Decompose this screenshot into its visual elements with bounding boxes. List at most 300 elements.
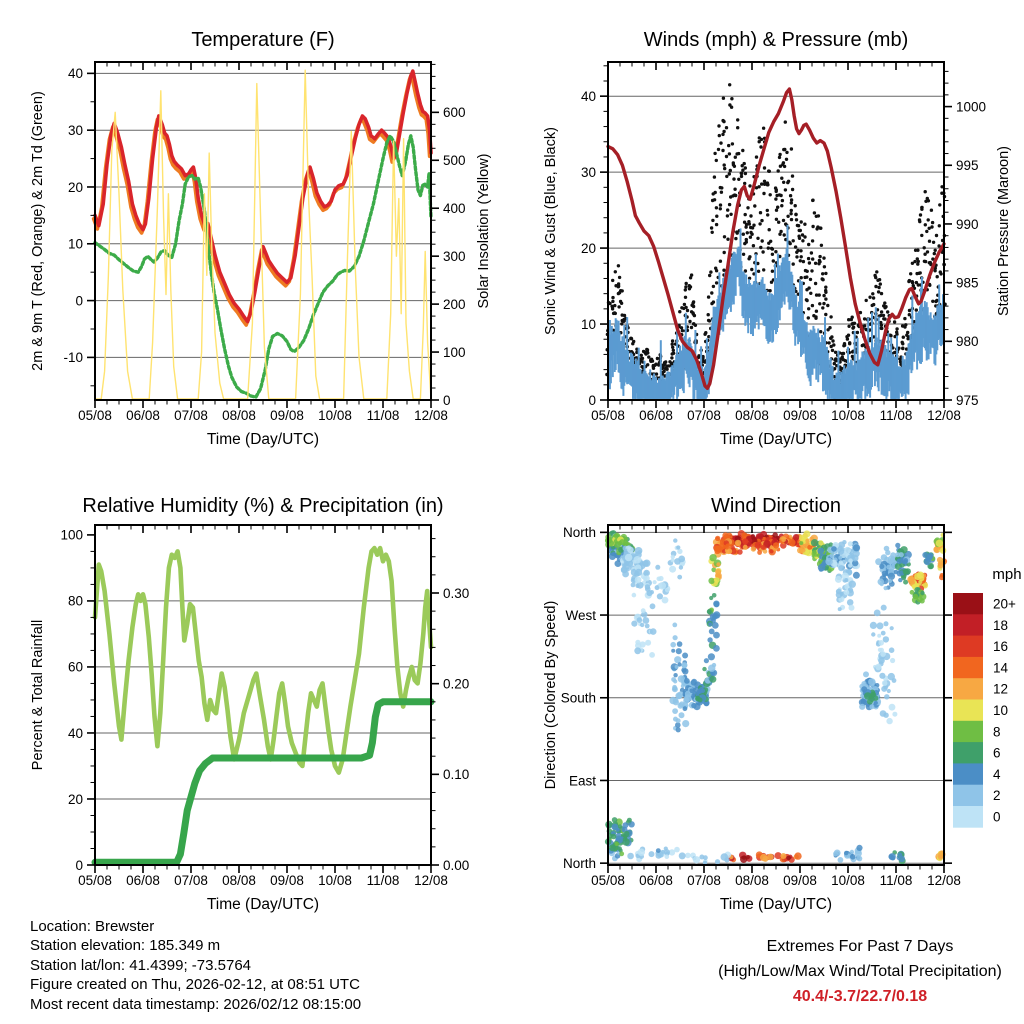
wind-dir-dot <box>650 603 656 609</box>
gust-dot <box>690 273 693 276</box>
gust-dot <box>655 372 658 375</box>
wind-dir-dot <box>888 579 892 583</box>
gust-dot <box>848 342 851 345</box>
wind-dir-dot <box>644 575 650 581</box>
gust-dot <box>931 221 934 224</box>
x-tick-label: 10/08 <box>318 873 352 888</box>
gust-dot <box>712 285 715 288</box>
wind-dir-dot <box>850 854 856 860</box>
gust-dot <box>717 148 720 151</box>
wind-dir-dot <box>898 578 902 582</box>
gust-dot <box>930 225 933 228</box>
gust-dot <box>868 296 871 299</box>
y-tick-label: -10 <box>63 350 83 366</box>
wind-dir-dot <box>622 822 628 828</box>
gust-dot <box>647 355 650 358</box>
gust-dot <box>759 145 762 148</box>
wind-dir-dot <box>682 720 689 727</box>
gust-dot <box>930 209 933 212</box>
gust-dot <box>720 186 723 189</box>
gust-dot <box>722 97 725 100</box>
gust-dot <box>810 251 813 254</box>
gust-dot <box>775 218 778 221</box>
wind-dir-dot <box>665 854 670 859</box>
wind-dir-dot <box>884 621 889 626</box>
gust-dot <box>879 282 882 285</box>
gust-dot <box>723 251 726 254</box>
gust-dot <box>718 134 721 137</box>
gust-dot <box>785 151 788 154</box>
gust-dot <box>865 299 868 302</box>
gust-dot <box>783 165 786 168</box>
gust-dot <box>777 221 780 224</box>
wind-dir-dot <box>669 566 676 573</box>
wind-dir-dot <box>874 701 878 705</box>
gust-dot <box>931 300 934 303</box>
gust-dot <box>783 233 786 236</box>
gust-dot <box>913 260 916 263</box>
wind-dir-dot <box>879 564 884 569</box>
gust-dot <box>728 172 731 175</box>
gust-dot <box>824 289 827 292</box>
y-tick-label: 980 <box>956 334 979 350</box>
wind-dir-dot <box>831 546 837 552</box>
gust-dot <box>935 234 938 237</box>
gust-dot <box>821 306 824 309</box>
wind-dir-dot <box>878 579 885 586</box>
gust-dot <box>882 317 885 320</box>
gust-dot <box>747 220 750 223</box>
gust-dot <box>646 349 649 352</box>
gust-dot <box>924 260 927 263</box>
gust-dot <box>685 282 688 285</box>
y-tick-label: 0 <box>443 392 451 408</box>
gust-dot <box>832 343 835 346</box>
wind-dir-dot <box>817 548 824 555</box>
wind-dir-dot <box>634 647 641 654</box>
gust-dot <box>766 213 769 216</box>
wind-dir-dot <box>682 662 688 668</box>
x-tick-label: 05/08 <box>78 873 112 888</box>
gust-dot <box>749 214 752 217</box>
gust-dot <box>707 295 710 298</box>
wind-dir-dot <box>627 853 634 860</box>
gust-dot <box>884 305 887 308</box>
gust-dot <box>824 272 827 275</box>
gust-dot <box>934 249 937 252</box>
x-tick-label: 08/08 <box>222 408 256 423</box>
wind-dir-dot <box>625 554 633 562</box>
wind-dir-dot <box>673 538 677 542</box>
gust-dot <box>818 302 821 305</box>
gust-dot <box>901 342 904 345</box>
gust-dot <box>715 215 718 218</box>
gust-dot <box>762 127 765 130</box>
gust-dot <box>925 230 928 233</box>
gust-dot <box>766 183 769 186</box>
x-tick-label: 12/08 <box>414 873 448 888</box>
wind-dir-dot <box>861 681 866 686</box>
wind-dir-dot <box>631 583 636 588</box>
gust-dot <box>796 249 799 252</box>
wind-dir-dot <box>656 848 661 853</box>
gust-dot <box>672 352 675 355</box>
gust-dot <box>915 308 918 311</box>
gust-dot <box>733 165 736 168</box>
wind-dir-dot <box>635 569 642 576</box>
wind-dir-dot <box>677 575 682 580</box>
wind-dir-dot <box>674 847 680 853</box>
gust-dot <box>800 255 803 258</box>
gust-dot <box>818 260 821 263</box>
wind-dir-dot <box>890 552 896 558</box>
wind-dir-dot <box>853 572 860 579</box>
y-tick-label: 1000 <box>956 99 987 115</box>
pressure-line <box>608 89 944 388</box>
wind-dir-dot <box>649 851 655 857</box>
gust-dot <box>874 276 877 279</box>
humidity-line <box>95 548 431 773</box>
gust-dot <box>763 166 766 169</box>
gust-dot <box>786 215 789 218</box>
wind-dir-dot <box>903 580 908 585</box>
gust-dot <box>926 250 929 253</box>
wind-dir-dot <box>683 706 688 711</box>
gust-dot <box>824 286 827 289</box>
wind-dir-dot <box>879 673 885 679</box>
y-tick-label: 995 <box>956 158 979 174</box>
wind-dir-dot <box>684 678 690 684</box>
wind-dir-dot <box>864 692 872 700</box>
x-tick-label: 11/08 <box>366 408 400 423</box>
wind-dir-dot <box>624 831 630 837</box>
gust-dot <box>826 328 829 331</box>
wind-dir-dot <box>727 549 732 554</box>
x-tick-label: 06/08 <box>126 408 160 423</box>
y-tick-label: 985 <box>956 275 979 291</box>
gust-dot <box>737 152 740 155</box>
gust-dot <box>671 343 674 346</box>
wind-dir-dot <box>735 540 741 546</box>
gust-dot <box>631 342 634 345</box>
wind-dir-dot <box>884 694 889 699</box>
wind-dir-dot <box>672 686 678 692</box>
gust-dot <box>801 239 804 242</box>
wind-dir-dot <box>709 596 713 600</box>
gust-dot <box>935 299 938 302</box>
wind-dir-dot <box>938 560 943 565</box>
wind-dir-dot <box>655 565 660 570</box>
x-tick-label: 07/08 <box>687 873 721 888</box>
gust-dot <box>916 249 919 252</box>
gust-dot <box>745 238 748 241</box>
wind-dir-dot <box>674 656 681 663</box>
gust-dot <box>841 355 844 358</box>
wind-dir-dot <box>897 559 903 565</box>
gust-dot <box>895 327 898 330</box>
gust-dot <box>813 211 816 214</box>
gust-dot <box>721 149 724 152</box>
gust-dot <box>811 257 814 260</box>
temperature-chart <box>0 0 512 474</box>
wind-dir-dot <box>671 555 675 559</box>
wind-dir-dot <box>715 859 720 864</box>
gust-dot <box>728 83 731 86</box>
gust-dot <box>743 182 746 185</box>
wind-dir-dot <box>679 852 686 859</box>
gust-dot <box>826 304 829 307</box>
gust-dot <box>774 197 777 200</box>
wind-dir-dot <box>645 624 650 629</box>
gust-dot <box>722 120 725 123</box>
gust-dot <box>807 307 810 310</box>
gust-dot <box>780 177 783 180</box>
wind-dir-dot <box>794 852 801 859</box>
wind-dir-dot <box>833 562 838 567</box>
wind-dir-dot <box>825 558 832 565</box>
gust-dot <box>789 212 792 215</box>
gust-dot <box>846 337 849 340</box>
gust-dot <box>611 279 614 282</box>
wind-dir-dot <box>874 610 881 617</box>
gust-dot <box>618 276 621 279</box>
gust-dot <box>803 276 806 279</box>
chart-title: Relative Humidity (%) & Precipitation (in) <box>82 495 444 517</box>
wind-dir-dot <box>838 542 845 549</box>
colorbar-label: 14 <box>993 660 1009 676</box>
gust-dot <box>684 285 687 288</box>
gust-dot <box>886 310 889 313</box>
gust-dot <box>880 324 883 327</box>
wind-dir-dot <box>685 853 691 859</box>
y-axis-title-left: Direction (Colored By Speed) <box>543 600 559 790</box>
gust-dot <box>927 218 930 221</box>
gust-dot <box>880 310 883 313</box>
gust-dot <box>769 240 772 243</box>
wind-dir-dot <box>780 853 786 859</box>
wind-dir-dot <box>670 642 676 648</box>
gust-dot <box>617 264 620 267</box>
wind-dir-dot <box>672 708 678 714</box>
gust-dot <box>757 185 760 188</box>
wind-dir-dot <box>870 622 877 629</box>
gust-dot <box>777 169 780 172</box>
gust-dot <box>874 285 877 288</box>
colorbar-swatch <box>953 614 983 636</box>
gust-dot <box>807 243 810 246</box>
chart-title: Wind Direction <box>710 495 842 517</box>
gust-dot <box>611 307 614 310</box>
wind-dir-dot <box>847 599 854 606</box>
wind-dir-dot <box>714 601 720 607</box>
gust-dot <box>759 246 762 249</box>
gust-dot <box>817 214 820 217</box>
y-tick-label: 20 <box>580 240 596 256</box>
wind-dir-dot <box>788 539 795 546</box>
gust-dot <box>684 306 687 309</box>
gust-dot <box>919 271 922 274</box>
wind-dir-dot <box>641 608 646 613</box>
gust-dot <box>713 175 716 178</box>
gust-dot <box>819 330 822 333</box>
wind-dir-dot <box>848 541 853 546</box>
wind-dir-dot <box>635 640 640 645</box>
gust-dot <box>725 155 728 158</box>
gust-dot <box>771 270 774 273</box>
gust-dot <box>736 126 739 129</box>
wind-dir-dot <box>619 851 624 856</box>
colorbar-label: 4 <box>993 766 1001 782</box>
gust-dot <box>908 309 911 312</box>
gust-dot <box>789 194 792 197</box>
wind-dir-dot <box>716 562 720 566</box>
gust-dot <box>769 193 772 196</box>
plot-border <box>95 525 431 865</box>
gust-dot <box>790 201 793 204</box>
gust-dot <box>768 289 771 292</box>
colorbar-swatch <box>953 806 983 828</box>
wind-dir-dot <box>634 556 642 564</box>
wind-dir-dot <box>910 590 915 595</box>
plot-border <box>95 62 431 400</box>
gust-dot <box>640 354 643 357</box>
extremes-title: Extremes For Past 7 Days <box>766 938 954 955</box>
gust-dot <box>761 250 764 253</box>
y-tick-label: South <box>560 690 596 706</box>
wind-dir-dot <box>848 563 853 568</box>
wind-dir-dot <box>612 824 619 831</box>
gust-dot <box>667 364 670 367</box>
gust-dot <box>750 268 753 271</box>
colorbar-swatch <box>953 657 983 679</box>
wind-dir-dot <box>877 622 884 629</box>
wind-dir-dot <box>884 586 888 590</box>
x-tick-label: 11/08 <box>879 873 913 888</box>
wind-dir-dot <box>799 535 806 542</box>
gust-dot <box>711 219 714 222</box>
gust-dot <box>823 265 826 268</box>
gust-dot <box>683 303 686 306</box>
gust-dot <box>847 325 850 328</box>
y-tick-label: 0.00 <box>443 857 470 873</box>
y-tick-label: 0.20 <box>443 676 470 692</box>
gust-dot <box>727 144 730 147</box>
gust-dot <box>671 346 674 349</box>
extremes-summary <box>690 934 1024 1009</box>
gust-dot <box>711 231 714 234</box>
wind-dir-dot <box>811 539 818 546</box>
gust-dot <box>811 239 814 242</box>
gust-dot <box>787 180 790 183</box>
gust-dot <box>629 337 632 340</box>
gust-dot <box>901 347 904 350</box>
x-tick-label: 11/08 <box>366 873 400 888</box>
gust-dot <box>799 249 802 252</box>
gust-dot <box>761 239 764 242</box>
gust-dot <box>803 223 806 226</box>
gust-dot <box>756 237 759 240</box>
y-tick-label: 80 <box>67 593 83 609</box>
gust-dot <box>719 207 722 210</box>
gust-dot <box>792 262 795 265</box>
gust-dot <box>744 166 747 169</box>
x-tick-label: 05/08 <box>591 408 625 423</box>
gust-dot <box>782 219 785 222</box>
gust-dot <box>936 275 939 278</box>
gust-dot <box>748 255 751 258</box>
gust-dot <box>794 213 797 216</box>
gust-dot <box>719 260 722 263</box>
wind-dir-dot <box>609 553 616 560</box>
gust-dot <box>728 152 731 155</box>
gust-dot <box>785 158 788 161</box>
gust-dot <box>806 270 809 273</box>
colorbar-swatch <box>953 593 983 615</box>
wind-dir-dot <box>647 590 653 596</box>
gust-dot <box>923 246 926 249</box>
gust-dot <box>710 226 713 229</box>
gust-dot <box>800 220 803 223</box>
y-tick-label: 0.30 <box>443 585 470 601</box>
wind-dir-dot <box>883 713 888 718</box>
gust-dot <box>713 152 716 155</box>
wind-dir-dot <box>910 576 914 580</box>
gust-dot <box>781 199 784 202</box>
gust-dot <box>665 368 668 371</box>
gust-dot <box>729 169 732 172</box>
gust-dot <box>729 213 732 216</box>
gust-dot <box>759 211 762 214</box>
gust-dot <box>613 311 616 314</box>
wind-dir-dot <box>786 856 791 861</box>
colorbar-label: 0 <box>993 809 1001 825</box>
gust-dot <box>814 282 817 285</box>
gust-dot <box>730 106 733 109</box>
gust-dot <box>703 333 706 336</box>
gust-dot <box>895 333 898 336</box>
wind-dir-dot <box>635 577 642 584</box>
wind-dir-dot <box>838 556 842 560</box>
gust-dot <box>744 213 747 216</box>
gust-dot <box>730 97 733 100</box>
gust-dot <box>707 313 710 316</box>
gust-dot <box>678 310 681 313</box>
wind-dir-dot <box>886 718 892 724</box>
gust-dot <box>789 242 792 245</box>
gust-dot <box>840 367 843 370</box>
gust-dot <box>778 153 781 156</box>
gust-dot <box>808 261 811 264</box>
wind-dir-dot <box>659 582 667 590</box>
x-axis-title: Time (Day/UTC) <box>719 896 833 913</box>
gust-dot <box>810 269 813 272</box>
y-tick-label: 0 <box>75 857 83 873</box>
gust-dot <box>918 220 921 223</box>
gust-dot <box>906 331 909 334</box>
gust-dot <box>646 363 649 366</box>
y-tick-label: 10 <box>580 316 596 332</box>
gust-dot <box>830 335 833 338</box>
wind-dir-dot <box>662 597 669 604</box>
gust-dot <box>613 304 616 307</box>
wind-dir-dot <box>881 686 887 692</box>
gust-dot <box>883 301 886 304</box>
gust-dot <box>688 320 691 323</box>
gust-dot <box>820 244 823 247</box>
gust-dot <box>623 314 626 317</box>
wind-dir-dot <box>621 567 628 574</box>
wind-dir-dot <box>673 699 679 705</box>
